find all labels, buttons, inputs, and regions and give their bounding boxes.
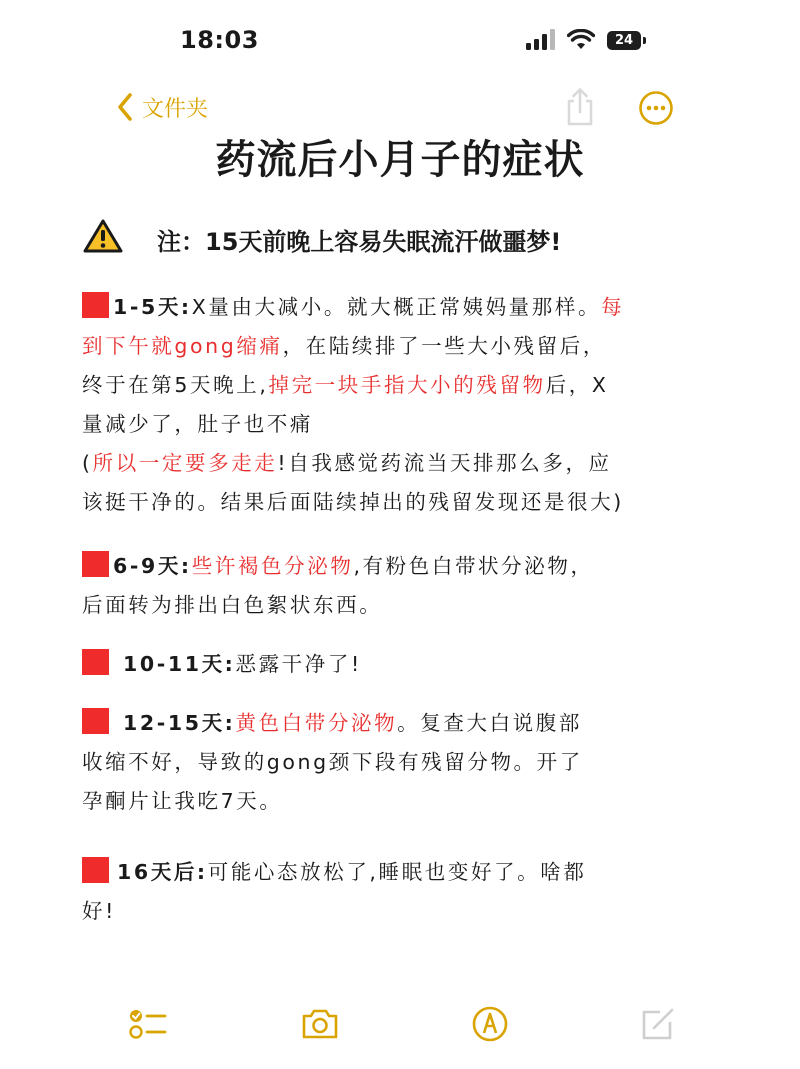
markup-icon (470, 1004, 510, 1044)
highlight-text: 些许褐色分泌物 (191, 554, 354, 578)
back-button[interactable] (116, 90, 208, 124)
highlight-text: 黄色白带分泌物 (235, 711, 398, 735)
note-line (82, 892, 712, 931)
section-label: 16天后: (117, 860, 208, 884)
back-label: 文件夹 (142, 96, 209, 122)
nav-bar (0, 82, 800, 132)
more-icon (638, 90, 674, 126)
note-line (82, 743, 712, 782)
note-title: 药流后小月子的症状 (215, 137, 585, 183)
note-text: 收缩不好，导致的gong颈下段有残留分物。开了 (82, 750, 583, 774)
section-day-16-after (82, 853, 712, 931)
highlight-text: 掉完一块手指大小的残留物 (268, 373, 546, 397)
note-text: !自我感觉药流当天排那么多，应 (277, 451, 612, 475)
section-label: 10-11天: (123, 652, 236, 676)
warning-icon (82, 218, 124, 254)
note-line (82, 483, 712, 522)
note-text: ，在陆续排了一些大小残留后， (282, 334, 606, 358)
section-label: 1-5天: (113, 295, 192, 319)
note-line (82, 444, 712, 483)
red-square-marker (82, 857, 109, 883)
compose-icon (638, 1004, 678, 1044)
section-day-12-15 (82, 704, 712, 821)
section-day-10-11 (82, 645, 712, 684)
note-text: 孕酮片让我吃7天。 (82, 789, 283, 813)
note-line (82, 782, 712, 821)
highlight-text: 所以一定要多走走 (92, 451, 278, 475)
chevron-left-icon (116, 92, 134, 122)
wifi-icon (567, 29, 595, 51)
checklist-button[interactable] (128, 1004, 168, 1044)
section-label: 6-9天: (113, 554, 192, 578)
note-text: 好! (82, 899, 116, 923)
red-square-marker (82, 292, 109, 318)
warning-row (82, 218, 702, 258)
red-square-marker (82, 551, 109, 577)
note-line (82, 288, 712, 327)
status-time: 18:03 (180, 26, 259, 54)
note-text: 后，X (545, 373, 609, 397)
battery-level: 24 (607, 31, 641, 50)
status-bar (0, 0, 800, 80)
cellular-signal-icon (526, 29, 558, 51)
note-text: X量由大减小。就大概正常姨妈量那样。 (191, 295, 602, 319)
section-day-6-9 (82, 547, 712, 625)
bottom-toolbar (0, 998, 800, 1048)
camera-button[interactable] (300, 1004, 340, 1044)
note-text: 量减少了，肚子也不痛 (82, 412, 313, 436)
share-button[interactable] (564, 87, 596, 127)
highlight-text: 到下午就gong缩痛 (82, 334, 283, 358)
note-line (82, 405, 712, 444)
red-square-marker (82, 649, 109, 675)
note-line (82, 645, 712, 684)
section-label: 12-15天: (123, 711, 236, 735)
note-line (82, 547, 712, 586)
compose-button[interactable] (638, 1004, 678, 1044)
note-text: 后面转为排出白色絮状东西。 (82, 593, 383, 617)
share-icon (564, 87, 596, 127)
note-text: 恶露干净了! (235, 652, 362, 676)
note-line (82, 853, 712, 892)
more-button[interactable] (638, 90, 674, 126)
note-text: 该挺干净的。结果后面陆续掉出的残留发现还是很大) (82, 490, 624, 514)
note-line (82, 704, 712, 743)
note-text: 可能心态放松了,睡眠也变好了。啥都 (207, 860, 587, 884)
camera-icon (300, 1004, 340, 1044)
note-line (82, 366, 712, 405)
warning-text: 注：15天前晚上容易失眠流汗做噩梦! (157, 228, 562, 256)
markup-button[interactable] (470, 1004, 510, 1044)
note-text: 终于在第5天晚上, (82, 373, 269, 397)
section-day-1-5 (82, 288, 712, 522)
checklist-icon (128, 1004, 168, 1044)
note-text: 。复查大白说腹部 (397, 711, 582, 735)
note-body[interactable] (82, 288, 712, 931)
note-text: ( (82, 451, 93, 475)
red-square-marker (82, 708, 109, 734)
note-text: ,有粉色白带状分泌物， (353, 554, 594, 578)
battery-cap (643, 37, 646, 44)
highlight-text: 每 (601, 295, 625, 319)
note-line (82, 327, 712, 366)
status-icons (526, 26, 656, 54)
note-line (82, 586, 712, 625)
